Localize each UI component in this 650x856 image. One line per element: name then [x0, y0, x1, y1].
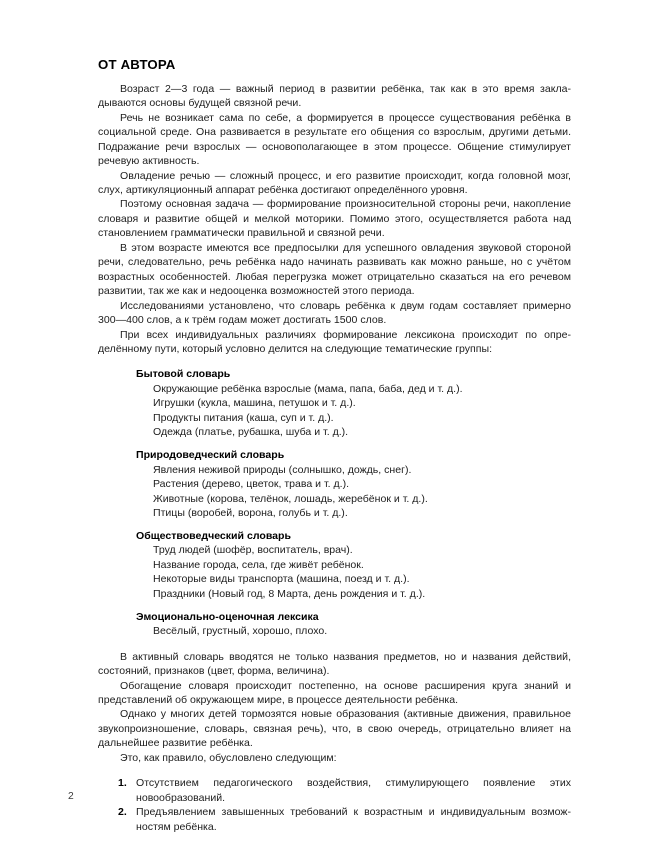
intro-section [98, 82, 571, 357]
group-heading: Обществоведческий словарь [136, 529, 291, 542]
group-item: Окружающие ребёнка взрослые (мама, папа, баба, дед и т. д.). [153, 382, 463, 395]
paragraph: Обогащение словаря происходит постепенно, на основе расширения круга знаний и представлений об окружающем мире, в процессе деятельности ребёнка. [98, 679, 571, 707]
group-item: Весёлый, грустный, хорошо, плохо. [153, 625, 328, 638]
list-item-text: Предъявлением завышенных требований к возрастным и индивидуальным возможностям ребёнка. [136, 806, 571, 833]
group-item: Растения (дерево, цветок, трава и т. д.). [153, 478, 350, 491]
list-marker: 2. [118, 806, 127, 819]
group-item: Некоторые виды транспорта (машина, поезд и т. д.). [153, 573, 410, 586]
group-heading: Эмоционально-оценочная лексика [136, 610, 319, 623]
paragraph: Исследованиями установлено, что словарь ребёнка к двум годам составляет примерно 300—400 слов, а к трём годам может достигать 1500 слов. [98, 299, 571, 327]
group-item: Животные (корова, телёнок, лошадь, жеребёнок и т. д.). [153, 492, 428, 505]
group-item: Игрушки (кукла, машина, петушок и т. д.). [153, 397, 356, 410]
page-title: ОТ АВТОРА [98, 57, 176, 72]
paragraph: Это, как правило, обусловлено следующим: [120, 751, 337, 764]
group-item: Явления неживой природы (солнышко, дождь, снег). [153, 463, 412, 476]
closing-section [98, 650, 571, 766]
thematic-group [98, 448, 571, 520]
group-item: Продукты питания (каша, суп и т. д.). [153, 411, 334, 424]
thematic-group [98, 610, 571, 639]
group-item: Название города, села, где живёт ребёнок. [153, 558, 364, 571]
group-item: Птицы (воробей, ворона, голубь и т. д.). [153, 507, 348, 520]
group-item: Одежда (платье, рубашка, шуба и т. д.). [153, 426, 349, 439]
group-item: Праздники (Новый год, 8 Марта, день рождения и т. д.). [153, 587, 426, 600]
list-marker: 1. [118, 777, 127, 790]
paragraph: Возраст 2—3 года — важный период в развитии ребёнка, так как в это время закладываются основы будущей связной речи. [98, 82, 571, 110]
group-heading: Бытовой словарь [136, 368, 231, 381]
paragraph: При всех индивидуальных различиях формирование лексикона происходит по определённому пути, который условно делится на следующие тематические группы: [98, 328, 571, 355]
paragraph: Овладение речью — сложный процесс, и его развитие происходит, когда головной мозг, слух, артикуляционный аппарат ребёнка достигают определённого уровня. [98, 169, 571, 197]
page-content [98, 57, 571, 834]
page-number: 2 [68, 791, 74, 802]
list-item [98, 805, 571, 834]
paragraph: Поэтому основная задача — формирование произносительной стороны речи, накопление словаря и развитие общей и мелкой моторики. Помимо этого, осуществляется работа над становлением грамматически правильной и связной речи. [98, 198, 571, 240]
paragraph: Однако у многих детей тормозятся новые образования (активные движения, правильное звукопроизношение, словарь, связная речь), что, в свою очередь, отрицательно влияет на дальнейшее развитие ребёнка. [98, 708, 571, 750]
group-heading: Природоведческий словарь [136, 449, 285, 462]
thematic-group [98, 529, 571, 601]
thematic-groups [98, 367, 571, 638]
group-item: Труд людей (шофёр, воспитатель, врач). [153, 544, 353, 557]
list-item [98, 776, 571, 805]
numbered-list [98, 776, 571, 834]
paragraph: В этом возрасте имеются все предпосылки для успешного овладения звуковой стороной речи, следовательно, речь ребёнка надо начинать развивать как можно раньше, но с учётом возрастных особенностей. Любая перегрузка может отрицательно сказаться на его речевом развитии, так же как и недооценка возможностей этого периода. [98, 241, 571, 298]
paragraph: В активный словарь вводятся не только названия предметов, но и названия действий, состояний, признаков (цвет, форма, величина). [98, 650, 571, 678]
list-item-text: Отсутствием педагогического воздействия, стимулирующего появление этих новообразований. [136, 777, 571, 804]
thematic-group [98, 367, 571, 439]
paragraph: Речь не возникает сама по себе, а формируется в процессе существования ребёнка в социальной среде. Она развивается в результате его общения со взрослым, другими детьми. Подражание речи взрослых — основополагающее в этом процессе. Общение стимулирует речевую активность. [98, 111, 571, 168]
